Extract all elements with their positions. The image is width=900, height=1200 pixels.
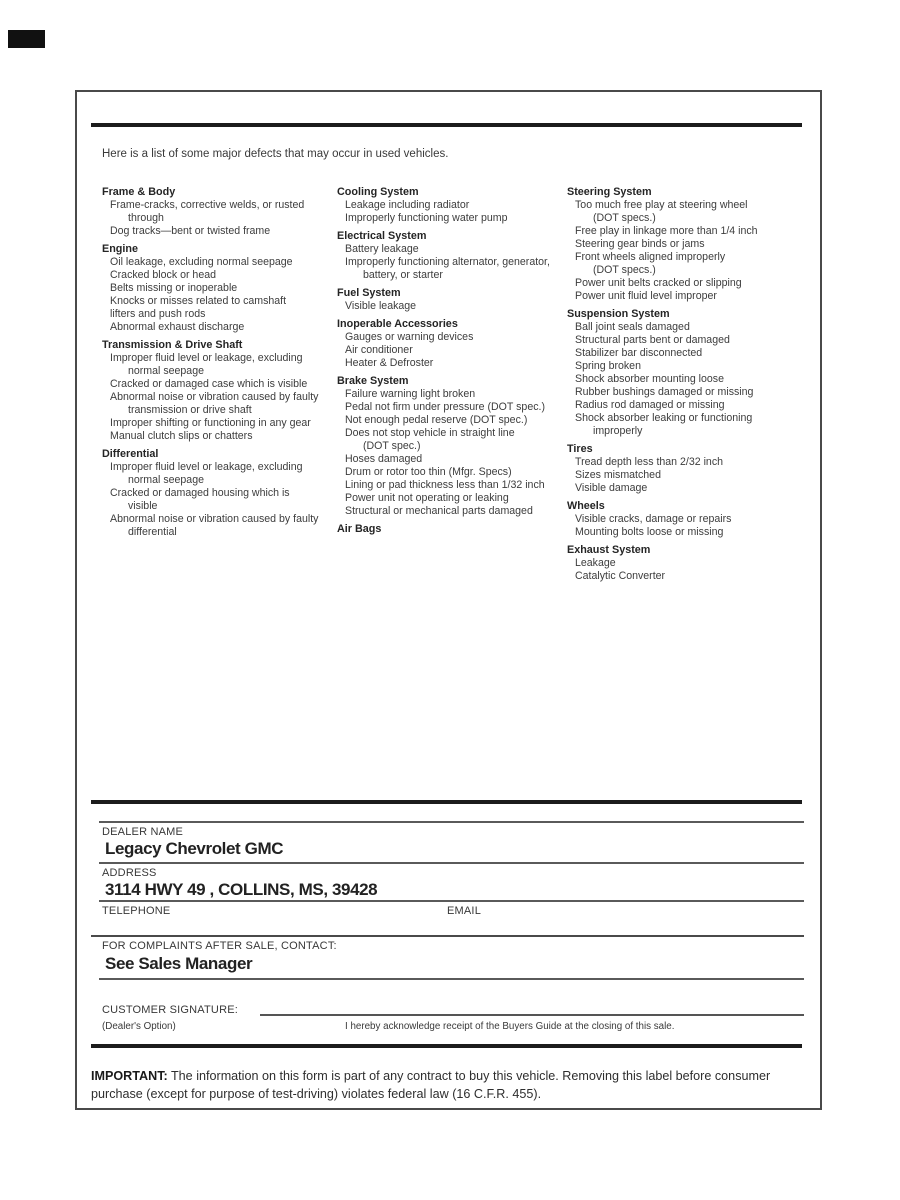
defect-item: Does not stop vehicle in straight line bbox=[345, 427, 515, 439]
defect-item: Manual clutch slips or chatters bbox=[110, 430, 253, 442]
defect-item: Improperly functioning water pump bbox=[345, 212, 508, 224]
dealer-name-top-line bbox=[99, 821, 804, 823]
defect-item: Power unit fluid level improper bbox=[575, 290, 717, 302]
acknowledgement-text: I hereby acknowledge receipt of the Buyers Guide at the closing of this sale. bbox=[345, 1021, 675, 1032]
defect-section-title: Tires bbox=[567, 443, 593, 455]
defect-section bbox=[567, 308, 815, 438]
complaints-label: FOR COMPLAINTS AFTER SALE, CONTACT: bbox=[102, 940, 337, 952]
defects-column-1 bbox=[102, 186, 338, 539]
defect-section bbox=[567, 544, 815, 583]
defect-section bbox=[337, 375, 565, 518]
defect-item: Heater & Defroster bbox=[345, 357, 434, 369]
address-top-line bbox=[99, 862, 804, 864]
defect-section bbox=[102, 339, 338, 443]
complaints-bottom-line bbox=[99, 978, 804, 980]
defect-item: battery, or starter bbox=[363, 269, 443, 281]
defect-section-title: Fuel System bbox=[337, 287, 401, 299]
defect-item: Mounting bolts loose or missing bbox=[575, 526, 724, 538]
important-label: IMPORTANT: bbox=[91, 1068, 168, 1083]
defect-item: Power unit belts cracked or slipping bbox=[575, 277, 742, 289]
telephone-top-line bbox=[99, 900, 804, 902]
intro-text: Here is a list of some major defects that may occur in used vehicles. bbox=[102, 148, 449, 160]
defect-section-title: Engine bbox=[102, 243, 138, 255]
defect-item: transmission or drive shaft bbox=[128, 404, 252, 416]
defect-section-title: Cooling System bbox=[337, 186, 419, 198]
defect-section-title: Electrical System bbox=[337, 230, 427, 242]
dealer-name-label: DEALER NAME bbox=[102, 826, 184, 838]
address-label: ADDRESS bbox=[102, 867, 157, 879]
defect-item: Cracked block or head bbox=[110, 269, 216, 281]
defect-item: normal seepage bbox=[128, 365, 204, 377]
defect-section bbox=[337, 186, 565, 225]
defect-section-title: Air Bags bbox=[337, 523, 382, 535]
defect-item: Abnormal noise or vibration caused by faulty bbox=[110, 391, 319, 403]
defect-item: Power unit not operating or leaking bbox=[345, 492, 509, 504]
defect-item: (DOT spec.) bbox=[363, 440, 421, 452]
defect-item: Improperly functioning alternator, generator, bbox=[345, 256, 550, 268]
defect-item: Gauges or warning devices bbox=[345, 331, 474, 343]
defect-item: Oil leakage, excluding normal seepage bbox=[110, 256, 293, 268]
defect-item: Not enough pedal reserve (DOT spec.) bbox=[345, 414, 528, 426]
defect-section-title: Frame & Body bbox=[102, 186, 176, 198]
defect-item: Cracked or damaged case which is visible bbox=[110, 378, 308, 390]
defect-item: Front wheels aligned improperly bbox=[575, 251, 726, 263]
defect-item: visible bbox=[128, 500, 158, 512]
defect-item: Visible cracks, damage or repairs bbox=[575, 513, 732, 525]
defect-section-title: Steering System bbox=[567, 186, 652, 198]
defect-section bbox=[102, 186, 338, 238]
complaints-top-line bbox=[91, 935, 804, 937]
defect-item: Hoses damaged bbox=[345, 453, 423, 465]
defects-column-3 bbox=[567, 186, 815, 583]
defect-item: Free play in linkage more than 1/4 inch bbox=[575, 225, 758, 237]
defect-section bbox=[567, 443, 815, 495]
defect-item: Ball joint seals damaged bbox=[575, 321, 690, 333]
defect-item: lifters and push rods bbox=[110, 308, 206, 320]
defect-item: Knocks or misses related to camshaft bbox=[110, 295, 287, 307]
defect-item: through bbox=[128, 212, 164, 224]
defect-item: Stabilizer bar disconnected bbox=[575, 347, 703, 359]
defect-item: (DOT specs.) bbox=[593, 264, 656, 276]
dealers-option-note: (Dealer's Option) bbox=[102, 1021, 176, 1032]
complaints-value: See Sales Manager bbox=[105, 954, 253, 973]
defect-section-title: Wheels bbox=[567, 500, 605, 512]
defect-section bbox=[337, 230, 565, 282]
defect-item: Drum or rotor too thin (Mfgr. Specs) bbox=[345, 466, 512, 478]
defect-item: Leakage bbox=[575, 557, 616, 569]
defect-section-title: Suspension System bbox=[567, 308, 670, 320]
defect-item: Abnormal noise or vibration caused by faulty bbox=[110, 513, 319, 525]
defect-section bbox=[102, 243, 338, 334]
defect-item: Steering gear binds or jams bbox=[575, 238, 705, 250]
defect-item: Air conditioner bbox=[345, 344, 413, 356]
defect-item: improperly bbox=[593, 425, 643, 437]
defect-item: Frame-cracks, corrective welds, or rusted bbox=[110, 199, 305, 211]
defect-section bbox=[567, 186, 815, 303]
defect-item: Shock absorber mounting loose bbox=[575, 373, 724, 385]
defect-item: Improper fluid level or leakage, excluding bbox=[110, 352, 303, 364]
important-notice bbox=[91, 1067, 803, 1104]
defect-item: Shock absorber leaking or functioning bbox=[575, 412, 753, 424]
defect-item: Visible damage bbox=[575, 482, 648, 494]
defect-section bbox=[337, 318, 565, 370]
defect-item: Leakage including radiator bbox=[345, 199, 470, 211]
telephone-label: TELEPHONE bbox=[102, 905, 171, 917]
defect-section-title: Differential bbox=[102, 448, 159, 460]
important-text: The information on this form is part of any contract to buy this vehicle. Removing this label before consumer purchase (except for purpose of test-driving) violates federal law (16 C.F.R. 455). bbox=[91, 1068, 771, 1102]
defect-item: Too much free play at steering wheel bbox=[575, 199, 748, 211]
defect-item: normal seepage bbox=[128, 474, 204, 486]
buyers-guide-page bbox=[75, 90, 822, 1110]
defects-column-2 bbox=[337, 186, 565, 536]
defect-item: Visible leakage bbox=[345, 300, 417, 312]
defect-item: Sizes mismatched bbox=[575, 469, 661, 481]
defect-item: Radius rod damaged or missing bbox=[575, 399, 725, 411]
email-label: EMAIL bbox=[447, 905, 482, 917]
important-section-rule bbox=[91, 1044, 802, 1048]
defect-section-title: Transmission & Drive Shaft bbox=[102, 339, 243, 351]
defect-section bbox=[567, 500, 815, 539]
defect-item: Dog tracks—bent or twisted frame bbox=[110, 225, 271, 237]
defect-item: Cracked or damaged housing which is bbox=[110, 487, 290, 499]
defect-item: Structural parts bent or damaged bbox=[575, 334, 730, 346]
defect-section bbox=[337, 287, 565, 313]
defect-item: Spring broken bbox=[575, 360, 641, 372]
dealer-name-value: Legacy Chevrolet GMC bbox=[105, 839, 284, 858]
defect-item: differential bbox=[128, 526, 177, 538]
defect-item: Tread depth less than 2/32 inch bbox=[575, 456, 724, 468]
defect-section bbox=[337, 523, 565, 536]
defect-item: Structural or mechanical parts damaged bbox=[345, 505, 533, 517]
defect-item: Lining or pad thickness less than 1/32 inch bbox=[345, 479, 545, 491]
defect-item: (DOT specs.) bbox=[593, 212, 656, 224]
signature-line bbox=[260, 1014, 804, 1016]
dealer-section-rule bbox=[91, 800, 802, 804]
defect-section bbox=[102, 448, 338, 539]
defect-item: Catalytic Converter bbox=[575, 570, 666, 582]
defect-item: Improper shifting or functioning in any gear bbox=[110, 417, 311, 429]
customer-signature-label: CUSTOMER SIGNATURE: bbox=[102, 1004, 239, 1016]
defect-item: Failure warning light broken bbox=[345, 388, 476, 400]
defect-item: Pedal not firm under pressure (DOT spec.) bbox=[345, 401, 545, 413]
scan-artifact-mark bbox=[8, 30, 45, 48]
defect-section-title: Inoperable Accessories bbox=[337, 318, 458, 330]
defect-item: Rubber bushings damaged or missing bbox=[575, 386, 754, 398]
defect-section-title: Exhaust System bbox=[567, 544, 651, 556]
top-divider-rule bbox=[91, 123, 802, 127]
defect-item: Improper fluid level or leakage, excluding bbox=[110, 461, 303, 473]
defect-item: Abnormal exhaust discharge bbox=[110, 321, 245, 333]
defect-item: Belts missing or inoperable bbox=[110, 282, 238, 294]
address-value: 3114 HWY 49 , COLLINS, MS, 39428 bbox=[105, 880, 378, 899]
defect-section-title: Brake System bbox=[337, 375, 409, 387]
defect-item: Battery leakage bbox=[345, 243, 419, 255]
